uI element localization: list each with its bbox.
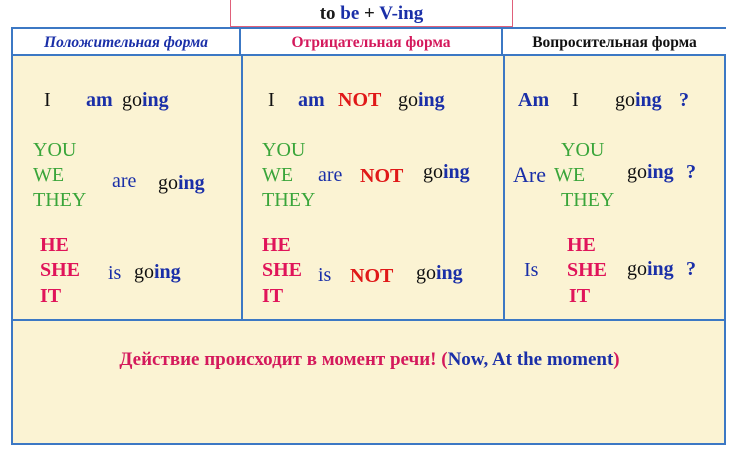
note-russian: Действие происходит в момент речи! (	[119, 349, 448, 370]
usage-note	[13, 349, 726, 371]
pronoun: IT	[262, 285, 284, 307]
pronoun: YOU	[561, 139, 605, 161]
going-word	[423, 161, 470, 183]
pronoun: SHE	[262, 259, 303, 281]
question-mark: ?	[686, 258, 696, 280]
going-stem: go	[627, 258, 647, 280]
formula-title	[230, 0, 513, 27]
pronoun: THEY	[33, 189, 87, 211]
going-stem: go	[158, 172, 178, 194]
going-stem: go	[122, 89, 142, 111]
verb: am	[298, 89, 325, 111]
pronoun: HE	[40, 234, 69, 256]
note-now: Now	[447, 349, 484, 370]
note-separator: ,	[483, 349, 492, 370]
going-ending: ing	[142, 89, 169, 111]
question-mark: ?	[679, 89, 689, 111]
formula-be: be	[340, 3, 360, 24]
going-stem: go	[423, 161, 443, 183]
going-stem: go	[398, 89, 418, 111]
question-mark: ?	[686, 161, 696, 183]
verb: Am	[518, 89, 550, 111]
going-ending: ing	[647, 258, 674, 280]
verb: Is	[524, 259, 539, 281]
pronoun: I	[572, 89, 579, 111]
not-word: NOT	[350, 265, 394, 287]
not-word: NOT	[360, 165, 404, 187]
going-word	[134, 261, 181, 283]
going-word	[627, 161, 674, 183]
going-word	[122, 89, 169, 111]
going-ending: ing	[178, 172, 205, 194]
pronoun: IT	[40, 285, 62, 307]
going-stem: go	[627, 161, 647, 183]
column-divider-1	[241, 56, 243, 319]
going-word	[158, 172, 205, 194]
going-ending: ing	[436, 262, 463, 284]
column-divider-2	[503, 56, 505, 319]
pronoun: SHE	[40, 259, 81, 281]
pronoun: I	[268, 89, 275, 111]
verb: Are	[513, 162, 546, 187]
pronoun: I	[44, 89, 51, 111]
going-ending: ing	[635, 89, 662, 111]
going-word	[615, 89, 662, 111]
formula-ving: V-ing	[379, 3, 424, 24]
pronoun: THEY	[561, 189, 615, 211]
pronoun: YOU	[262, 139, 306, 161]
going-ending: ing	[647, 161, 674, 183]
grammar-table	[11, 27, 726, 445]
going-stem: go	[416, 262, 436, 284]
not-word: NOT	[338, 89, 382, 111]
going-word	[627, 258, 674, 280]
pronoun: YOU	[33, 139, 77, 161]
going-stem: go	[134, 261, 154, 283]
verb: is	[108, 262, 122, 284]
going-ending: ing	[443, 161, 470, 183]
formula-to: to	[319, 3, 336, 24]
going-word	[416, 262, 463, 284]
pronoun: THEY	[262, 189, 316, 211]
going-ending: ing	[154, 261, 181, 283]
going-ending: ing	[418, 89, 445, 111]
verb: is	[318, 264, 332, 286]
verb: am	[86, 89, 113, 111]
pronoun: HE	[567, 234, 596, 256]
pronoun: WE	[262, 164, 294, 186]
formula-plus: +	[364, 3, 375, 24]
verb: are	[112, 170, 137, 192]
pronoun: WE	[33, 164, 65, 186]
note-close: )	[613, 349, 620, 370]
pronoun: WE	[554, 164, 586, 186]
pronoun: IT	[569, 285, 591, 307]
verb: are	[318, 164, 343, 186]
row-divider	[13, 319, 726, 321]
header-positive: Положительная форма	[13, 29, 241, 56]
header-negative: Отрицательная форма	[241, 29, 503, 56]
going-stem: go	[615, 89, 635, 111]
note-at-the-moment: At the moment	[491, 349, 614, 370]
going-word	[398, 89, 445, 111]
header-question: Вопросительная форма	[503, 29, 726, 56]
pronoun: SHE	[567, 259, 608, 281]
pronoun: HE	[262, 234, 291, 256]
